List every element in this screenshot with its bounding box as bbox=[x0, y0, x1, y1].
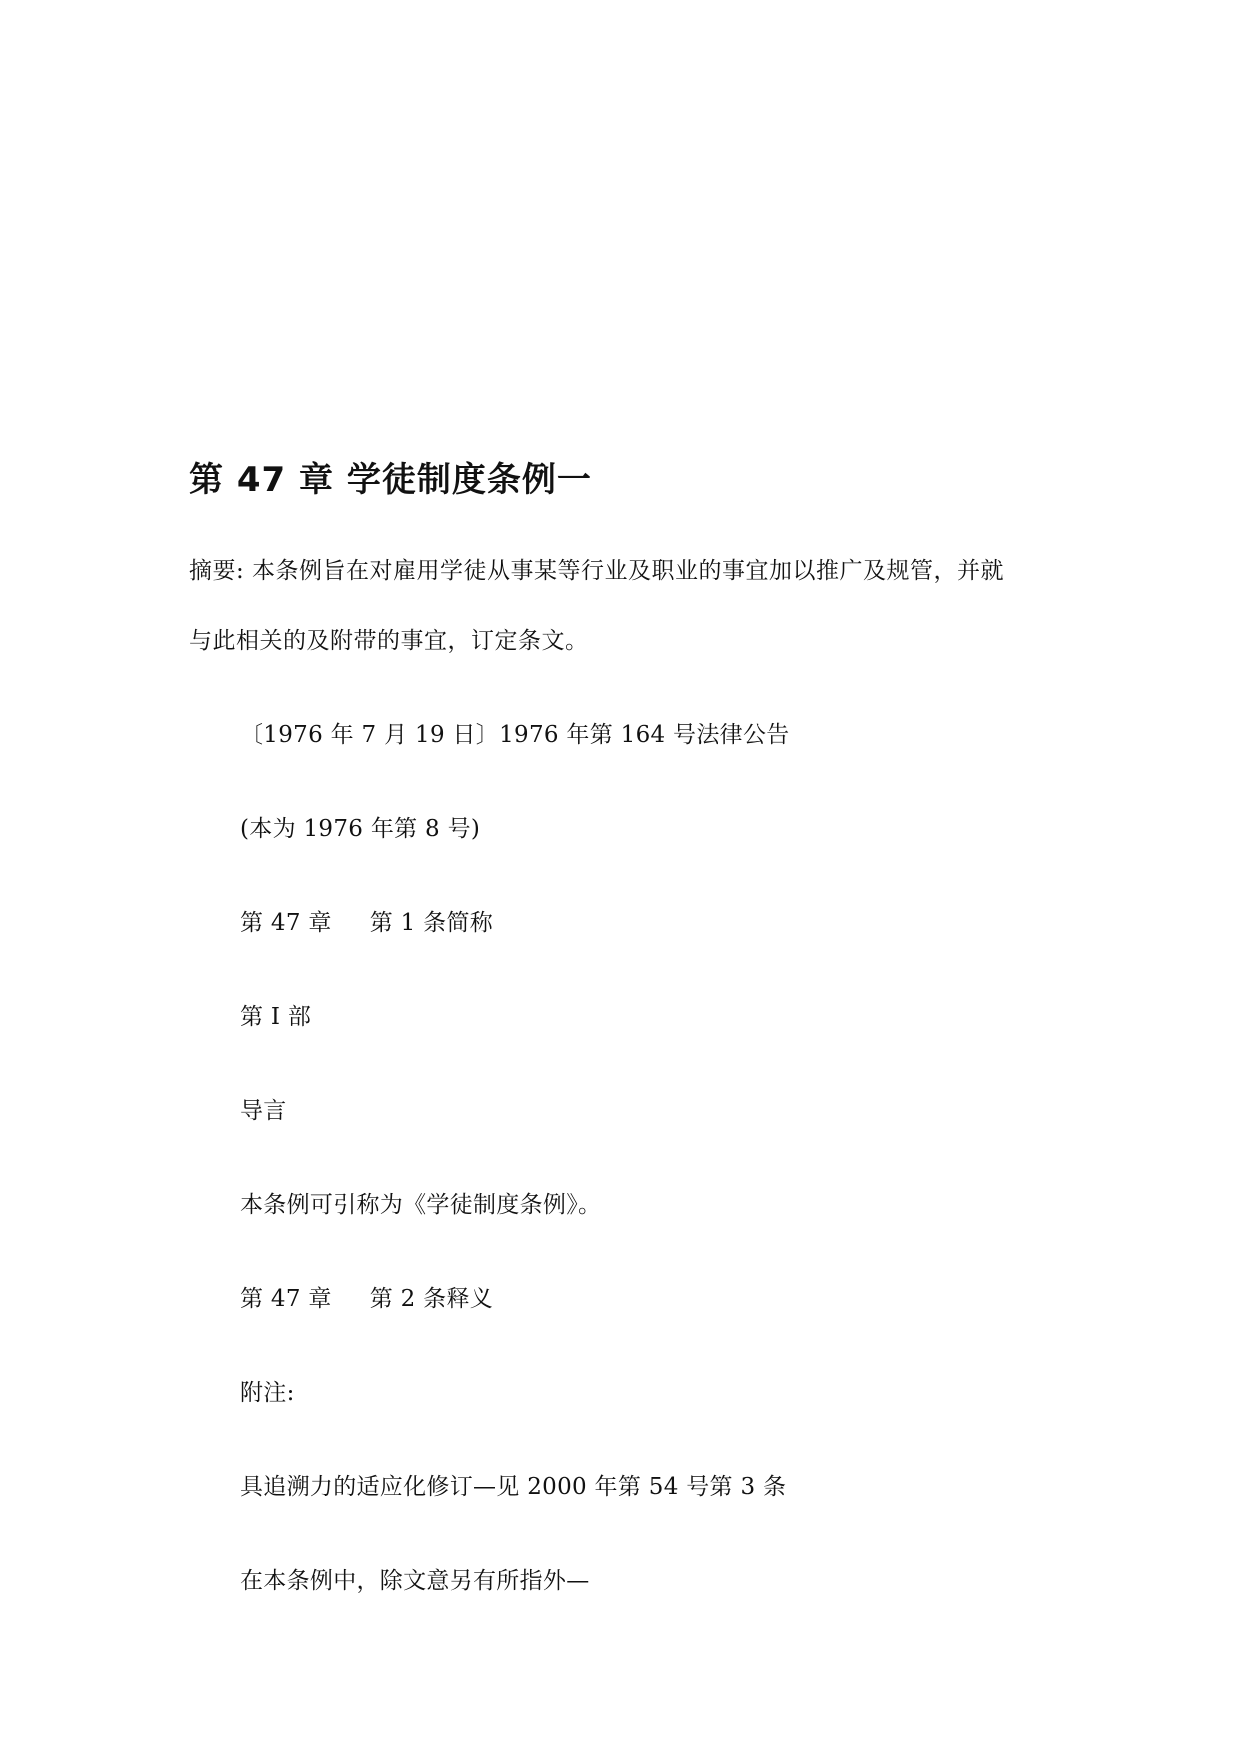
section-1-heading: 第 1 条简称 bbox=[369, 910, 494, 936]
section-2-chapter: 第 47 章 bbox=[240, 1286, 332, 1312]
part-title: 导言 bbox=[240, 1098, 287, 1124]
gazette-notice: 〔1976 年 7 月 19 日〕1976 年第 164 号法律公告 bbox=[240, 722, 790, 748]
summary-line-2: 与此相关的及附带的事宜，订定条文。 bbox=[189, 628, 589, 654]
note-text: 具追溯力的适应化修订—见 2000 年第 54 号第 3 条 bbox=[240, 1474, 787, 1500]
section-2-heading: 第 2 条释义 bbox=[369, 1286, 494, 1312]
section-1-header bbox=[240, 904, 493, 937]
short-title-text: 本条例可引称为《学徒制度条例》。 bbox=[240, 1192, 602, 1218]
interpretation-intro: 在本条例中，除文意另有所指外— bbox=[240, 1568, 590, 1594]
section-1-chapter: 第 47 章 bbox=[240, 910, 332, 936]
summary-line-1: 摘要: 本条例旨在对雇用学徒从事某等行业及职业的事宜加以推广及规管，并就 bbox=[189, 558, 1005, 584]
chapter-title: 第 47 章 学徒制度条例一 bbox=[189, 460, 592, 500]
part-label: 第 I 部 bbox=[240, 1004, 312, 1030]
note-label: 附注: bbox=[240, 1380, 295, 1406]
original-ordinance: (本为 1976 年第 8 号) bbox=[240, 816, 481, 842]
section-2-header bbox=[240, 1280, 493, 1313]
